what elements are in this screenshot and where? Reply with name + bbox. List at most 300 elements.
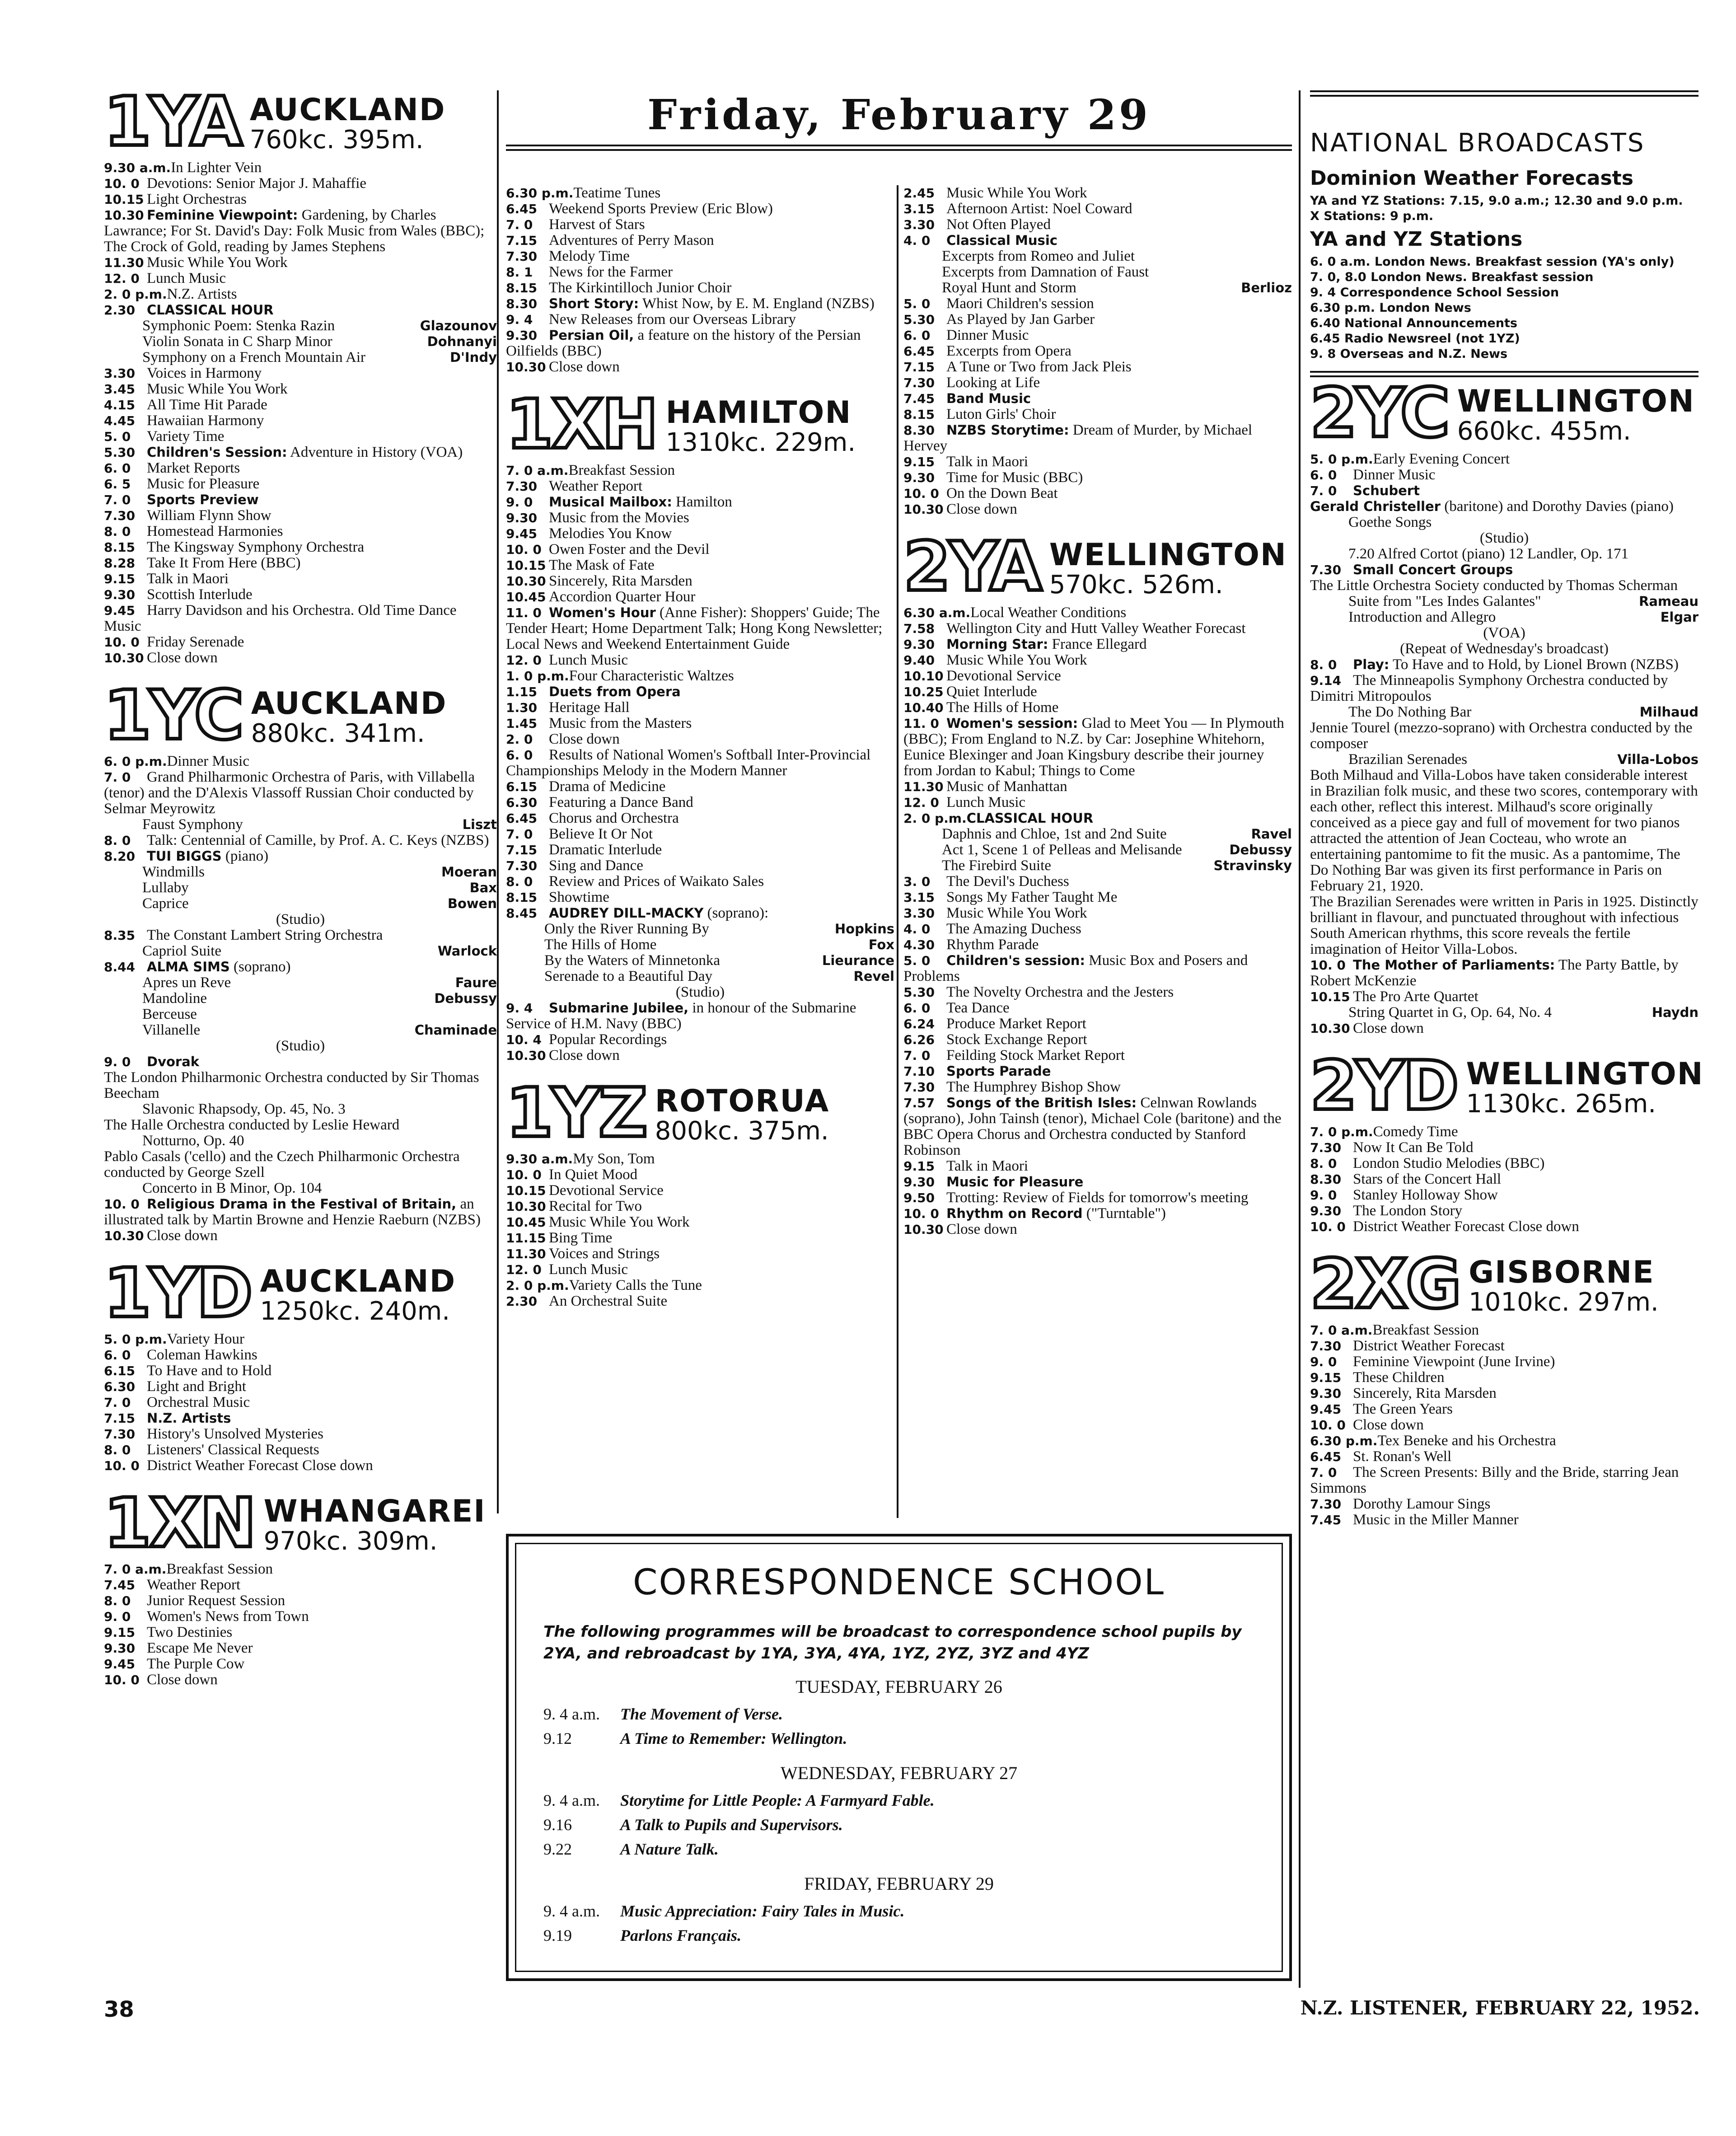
work-title: The Hills of Home xyxy=(544,937,657,953)
programme-time: 10.15 xyxy=(506,1183,546,1198)
programme-time: 10.30 xyxy=(104,651,144,665)
programme-item xyxy=(506,542,894,557)
column-1 xyxy=(104,83,497,1688)
programme-item xyxy=(903,1222,1292,1237)
programme-item xyxy=(506,1293,894,1309)
programme-item xyxy=(104,634,497,650)
programme-item xyxy=(104,1672,497,1688)
station-city: WHANGAREI xyxy=(263,1494,486,1529)
composer: Lieurance xyxy=(822,953,894,968)
work-title: Apres un Reve xyxy=(142,974,231,991)
programme-time: 5. 0 p.m. xyxy=(1310,452,1373,467)
programme-list xyxy=(104,160,497,666)
programme-title: (soprano): xyxy=(707,905,769,921)
programme-title: My Son, Tom xyxy=(573,1151,655,1167)
station-frequency: 1310kc. 229m. xyxy=(665,428,856,457)
programme-time: 8.28 xyxy=(104,556,136,571)
programme-item xyxy=(104,603,497,634)
programme-item xyxy=(903,905,1292,921)
programme-title: History's Unsolved Mysteries xyxy=(147,1426,323,1442)
programme-time: 7. 0 xyxy=(104,1395,131,1410)
programme-time: 8.30 xyxy=(506,296,538,311)
programme-title: The Party Battle, by Robert McKenzie xyxy=(1310,957,1679,989)
programme-item xyxy=(104,650,497,666)
programme-title: Drama of Medicine xyxy=(549,778,666,795)
programme-title: Light Orchestras xyxy=(147,191,247,207)
programme-heading: Schubert xyxy=(1353,483,1420,498)
programme-item xyxy=(506,747,894,779)
programme-item xyxy=(1310,530,1699,546)
programme-time: 8. 0 xyxy=(1310,1156,1337,1171)
programme-item xyxy=(104,302,497,318)
station-logo: 2XG xyxy=(1310,1245,1460,1324)
programme-time: 9.45 xyxy=(104,1657,136,1672)
news-line: 6.30 p.m. London News xyxy=(1310,301,1471,315)
programme-heading: TUI BIGGS xyxy=(147,848,222,864)
page-day-heading: Friday, February 29 xyxy=(647,90,1151,139)
programme-title: Music from the Movies xyxy=(549,510,689,526)
programme-item xyxy=(104,492,497,508)
programme-item xyxy=(506,810,894,826)
station-name-freq xyxy=(1049,539,1287,599)
work-title: By the Waters of Minnetonka xyxy=(544,952,720,969)
programme-title: Talk in Maori xyxy=(147,571,229,587)
programme-item xyxy=(1310,720,1699,752)
programme-title: The Purple Cow xyxy=(147,1656,245,1672)
programme-title: Light and Bright xyxy=(147,1378,246,1395)
station-block xyxy=(104,1254,497,1487)
programme-item xyxy=(903,842,1292,858)
programme-heading: N.Z. Artists xyxy=(147,1410,231,1426)
programme-title: Adventures of Perry Mason xyxy=(549,232,714,248)
programme-item xyxy=(104,1070,497,1101)
programme-title: Women's News from Town xyxy=(147,1608,309,1625)
programme-heading: Feminine Viewpoint: xyxy=(147,207,298,223)
station-header xyxy=(104,83,497,161)
news-line: 9. 8 Overseas and N.Z. News xyxy=(1310,347,1508,361)
programme-title: The Hills of Home xyxy=(946,699,1059,716)
programme-title: In Quiet Mood xyxy=(549,1166,638,1183)
programme-item xyxy=(903,652,1292,668)
programme-time: 7.30 xyxy=(104,1427,136,1442)
programme-title: St. Ronan's Well xyxy=(1353,1448,1452,1465)
programme-item xyxy=(104,1022,497,1038)
station-block xyxy=(903,185,1292,531)
programme-item xyxy=(903,1016,1292,1032)
composer: Stravinsky xyxy=(1213,858,1292,873)
programme-time: 9.15 xyxy=(903,1159,935,1174)
programme-item xyxy=(1310,1219,1699,1235)
station-frequency: 1130kc. 265m. xyxy=(1466,1089,1656,1119)
programme-item xyxy=(506,684,894,700)
programme-item xyxy=(903,201,1292,217)
work-title: Royal Hunt and Storm xyxy=(942,280,1076,296)
station-header xyxy=(506,1074,894,1152)
station-logo: 1YZ xyxy=(506,1074,646,1152)
programme-title: The Humphrey Bishop Show xyxy=(946,1079,1121,1095)
programme-item xyxy=(1310,673,1699,704)
programme-heading: Songs of the British Isles: xyxy=(946,1095,1137,1110)
correspondence-time: 9.22 xyxy=(543,1840,572,1858)
programme-item xyxy=(1310,1449,1699,1465)
programme-title: Gardening, by Charles Lawrance; For St. David's Day: Folk Music from Wales (BBC); The Crock of Gold, reading by James Stephens xyxy=(104,207,485,255)
programme-time: 7.30 xyxy=(1310,562,1342,577)
station-name-freq xyxy=(1457,385,1695,445)
correspondence-topic: Storytime for Little People: A Farmyard Fable. xyxy=(620,1791,935,1809)
programme-time: 8.30 xyxy=(1310,1172,1342,1187)
programme-item xyxy=(104,1038,497,1054)
programme-time: 9. 4 xyxy=(506,1001,533,1016)
programme-title: Close down xyxy=(946,1221,1017,1237)
programme-time: 3.30 xyxy=(903,217,935,232)
programme-title: Market Reports xyxy=(147,460,240,476)
programme-time: 7. 0 xyxy=(506,217,533,232)
programme-title: Close down xyxy=(549,1047,620,1063)
programme-item xyxy=(1310,515,1699,530)
programme-title: Friday Serenade xyxy=(147,634,244,650)
station-city: WELLINGTON xyxy=(1457,384,1695,419)
programme-item xyxy=(506,731,894,747)
composer: Berlioz xyxy=(1241,280,1292,295)
station-city: HAMILTON xyxy=(665,395,852,431)
programme-item xyxy=(104,943,497,959)
programme-item xyxy=(104,476,497,492)
programme-title: Close down xyxy=(147,650,218,666)
programme-title: Weather Report xyxy=(147,1577,241,1593)
programme-time: 6.30 p.m. xyxy=(1310,1433,1378,1448)
column-3 xyxy=(903,185,1292,1237)
programme-list xyxy=(104,754,497,1244)
station-name-freq xyxy=(666,397,856,456)
programme-title: The Screen Presents: Billy and the Bride, starring Jean Simmons xyxy=(1310,1464,1679,1496)
programme-heading: Musical Mailbox: xyxy=(549,494,672,510)
programme-time: 10.30 xyxy=(903,1222,944,1237)
programme-item xyxy=(903,795,1292,810)
programme-time: 7. 0 xyxy=(104,770,131,785)
programme-title: Believe It Or Not xyxy=(549,826,653,842)
programme-item xyxy=(1310,499,1699,515)
programme-item xyxy=(104,1561,497,1577)
programme-item xyxy=(1310,483,1699,499)
news-line: 9. 4 Correspondence School Session xyxy=(1310,286,1559,300)
programme-time: 10.25 xyxy=(903,684,944,699)
programme-item xyxy=(104,1196,497,1228)
programme-list xyxy=(506,185,894,375)
programme-title: Now It Can Be Told xyxy=(1353,1139,1474,1156)
programme-item xyxy=(506,573,894,589)
station-city: AUCKLAND xyxy=(260,1264,456,1299)
programme-item xyxy=(104,334,497,350)
programme-time: 10.30 xyxy=(506,574,546,589)
programme-time: 7.57 xyxy=(903,1096,935,1110)
programme-time: 6. 0 xyxy=(104,1348,131,1363)
station-logo: 2YA xyxy=(903,528,1040,606)
programme-title: Weekend Sports Preview (Eric Blow) xyxy=(549,201,773,217)
programme-note: (Repeat of Wednesday's broadcast) xyxy=(1400,641,1609,657)
composer: Fox xyxy=(868,937,894,952)
work-title: Notturno, Op. 40 xyxy=(142,1133,244,1149)
programme-time: 3.30 xyxy=(903,906,935,921)
programme-title: Talk in Maori xyxy=(946,1158,1028,1174)
programme-item xyxy=(104,912,497,927)
programme-item xyxy=(104,365,497,381)
programme-time: 8. 0 xyxy=(104,833,131,848)
programme-time: 7.15 xyxy=(903,360,935,375)
programme-item xyxy=(506,842,894,858)
station-logo: 2YD xyxy=(1310,1047,1457,1125)
programme-item xyxy=(903,700,1292,716)
programme-item xyxy=(104,1593,497,1609)
composer: Elgar xyxy=(1660,609,1699,625)
programme-item xyxy=(104,207,497,255)
programme-time: 8. 0 xyxy=(1310,657,1337,672)
programme-heading: Small Concert Groups xyxy=(1353,562,1513,577)
programme-time: 1. 0 p.m. xyxy=(506,669,569,684)
programme-item xyxy=(104,833,497,848)
station-city: ROTORUA xyxy=(655,1083,830,1119)
programme-time: 7.58 xyxy=(903,621,935,636)
programme-heading: Children's session: xyxy=(946,953,1085,968)
programme-item xyxy=(1310,1496,1699,1512)
correspondence-intro: The following programmes will be broadcast to correspondence school pupils by 2YA, and rebroadcast by 1YA, 3YA, 4YA, 1YZ, 2YZ, 3YZ and 4YZ xyxy=(543,1623,1242,1663)
programme-title: The Minneapolis Symphony Orchestra conducted by Dimitri Mitropoulos xyxy=(1310,672,1668,704)
programme-item xyxy=(104,1331,497,1347)
programme-item xyxy=(104,1007,497,1022)
programme-item xyxy=(506,905,894,921)
work-title: Lullaby xyxy=(142,880,189,896)
programme-time: 9. 0 xyxy=(104,1054,131,1069)
programme-title: Music of Manhattan xyxy=(946,778,1067,795)
programme-item xyxy=(903,605,1292,621)
column-divider xyxy=(1299,90,1301,1988)
programme-item xyxy=(506,589,894,605)
programme-time: 10.15 xyxy=(104,192,144,207)
programme-item xyxy=(903,454,1292,470)
programme-title: Featuring a Dance Band xyxy=(549,794,693,810)
correspondence-topic: A Nature Talk. xyxy=(620,1840,719,1858)
programme-time: 7. 0 a.m. xyxy=(104,1562,167,1577)
station-frequency: 1010kc. 297m. xyxy=(1469,1288,1659,1317)
programme-time: 10.30 xyxy=(104,208,144,223)
composer: Warlock xyxy=(437,943,497,959)
programme-item xyxy=(1310,1124,1699,1140)
programme-item xyxy=(506,874,894,890)
programme-item xyxy=(506,605,894,652)
programme-time: 8. 0 xyxy=(104,1443,131,1457)
programme-item xyxy=(104,1180,497,1196)
programme-title: To Have and to Hold, by Lionel Brown (NZBS) xyxy=(1393,656,1679,673)
programme-item xyxy=(903,937,1292,953)
station-frequency: 760kc. 395m. xyxy=(249,125,424,155)
programme-item xyxy=(104,176,497,192)
programme-item xyxy=(1310,1386,1699,1401)
programme-item xyxy=(506,1032,894,1048)
weather-line: X Stations: 9 p.m. xyxy=(1310,209,1434,223)
work-title: Caprice xyxy=(142,895,189,912)
programme-title: (soprano) xyxy=(234,959,291,975)
programme-time: 1.15 xyxy=(506,684,538,699)
programme-item xyxy=(104,991,497,1007)
programme-time: 9. 0 xyxy=(506,495,533,510)
programme-time: 10. 0 xyxy=(1310,1219,1346,1234)
programme-time: 9.30 xyxy=(104,1641,136,1656)
programme-heading: Children's Session: xyxy=(147,445,287,460)
programme-item xyxy=(506,716,894,731)
work-title: Violin Sonata in C Sharp Minor xyxy=(142,333,332,350)
programme-time: 7.45 xyxy=(903,391,935,406)
programme-heading: Rhythm on Record xyxy=(946,1206,1083,1221)
programme-item xyxy=(104,769,497,817)
programme-item xyxy=(104,1054,497,1070)
programme-item xyxy=(903,343,1292,359)
programme-item xyxy=(506,1167,894,1183)
programme-time: 7. 0 p.m. xyxy=(1310,1124,1373,1139)
programme-item xyxy=(104,1442,497,1458)
station-name-freq xyxy=(251,688,447,747)
programme-title: District Weather Forecast Close down xyxy=(1353,1218,1579,1235)
programme-list xyxy=(506,463,894,1063)
work-title: 7.20 Alfred Cortot (piano) 12 Landler, Op. 171 xyxy=(1348,546,1629,562)
work-title: Serenade to a Beautiful Day xyxy=(544,968,713,984)
programme-heading: Women's Hour xyxy=(549,605,656,620)
station-logo: 1YC xyxy=(104,676,242,755)
programme-heading: Short Story: xyxy=(549,296,639,311)
programme-item xyxy=(506,700,894,716)
programme-item xyxy=(104,508,497,524)
programme-item xyxy=(104,1458,497,1474)
programme-title: Music in the Miller Manner xyxy=(1353,1512,1519,1528)
programme-heading: Persian Oil, xyxy=(549,328,634,343)
programme-title: Pablo Casals ('cello) and the Czech Philharmonic Orchestra conducted by George Szell xyxy=(104,1148,460,1180)
news-line: 6.40 National Announcements xyxy=(1310,316,1517,330)
programme-item xyxy=(506,359,894,375)
programme-list xyxy=(104,1331,497,1474)
station-header xyxy=(104,1254,497,1333)
programme-time: 5.30 xyxy=(104,445,136,460)
composer: Liszt xyxy=(462,817,497,832)
programme-title: Early Evening Concert xyxy=(1373,451,1510,467)
work-title: Act 1, Scene 1 of Pelleas and Melisande xyxy=(942,842,1182,858)
programme-time: 9.30 xyxy=(104,587,136,602)
programme-time: 10. 0 xyxy=(104,1197,140,1212)
programme-heading: Dvorak xyxy=(147,1054,200,1069)
work-title: Only the River Running By xyxy=(544,921,709,937)
programme-title: Close down xyxy=(1353,1020,1424,1036)
programme-time: 5. 0 xyxy=(104,429,131,444)
composer: Revel xyxy=(853,969,894,984)
programme-title: The Constant Lambert String Orchestra xyxy=(147,927,383,943)
programme-item xyxy=(104,397,497,413)
programme-item xyxy=(903,1206,1292,1222)
composer: Bax xyxy=(469,880,497,895)
programme-time: 7.30 xyxy=(1310,1140,1342,1155)
programme-list xyxy=(1310,1124,1699,1235)
programme-time: 11. 0 xyxy=(903,716,939,731)
programme-time: 7.15 xyxy=(506,233,538,248)
programme-title: an illustrated talk by Martin Browne and Henzie Raeburn (NZBS) xyxy=(104,1196,481,1228)
programme-time: 2. 0 xyxy=(506,732,533,747)
programme-title: Breakfast Session xyxy=(166,1561,273,1577)
news-line: 7. 0, 8.0 London News. Breakfast session xyxy=(1310,270,1594,284)
station-block xyxy=(506,185,894,389)
programme-time: 6. 0 xyxy=(903,328,931,343)
programme-title: Sincerely, Rita Marsden xyxy=(1353,1385,1497,1401)
programme-title: Devotions: Senior Major J. Mahaffie xyxy=(147,175,367,192)
programme-heading: Submarine Jubilee, xyxy=(549,1000,689,1016)
correspondence-line xyxy=(543,1899,1254,1923)
programme-title: Variety Hour xyxy=(167,1331,244,1347)
programme-title: The London Philharmonic Orchestra conducted by Sir Thomas Beecham xyxy=(104,1069,479,1101)
programme-time: 10.30 xyxy=(104,1228,144,1243)
programme-title: On the Down Beat xyxy=(946,485,1058,501)
programme-item xyxy=(1310,1021,1699,1036)
programme-heading: Sports Parade xyxy=(946,1063,1051,1079)
programme-heading: Duets from Opera xyxy=(549,684,681,699)
programme-item xyxy=(104,1149,497,1180)
work-title: Goethe Songs xyxy=(1348,514,1432,530)
programme-title: The Devil's Duchess xyxy=(946,873,1069,890)
programme-item xyxy=(903,470,1292,486)
programme-item xyxy=(104,318,497,334)
programme-item xyxy=(104,1656,497,1672)
programme-time: 2.45 xyxy=(903,186,935,201)
programme-item xyxy=(104,1625,497,1640)
composer: Debussy xyxy=(1229,842,1292,857)
programme-item xyxy=(903,810,1292,826)
programme-title: Whist Now, by E. M. England (NZBS) xyxy=(642,295,875,312)
composer: Milhaud xyxy=(1639,704,1699,720)
correspondence-day: WEDNESDAY, FEBRUARY 27 xyxy=(780,1763,1018,1783)
composer: Hopkins xyxy=(834,921,894,937)
station-frequency: 660kc. 455m. xyxy=(1457,417,1631,446)
station-frequency: 880kc. 341m. xyxy=(251,719,425,748)
programme-item xyxy=(1310,625,1699,641)
programme-title: Grand Philharmonic Orchestra of Paris, with Villabella (tenor) and the D'Alexis Vlassoff Russian Choir conducted by Selmar Meyrowitz xyxy=(104,769,475,817)
programme-time: 6. 0 xyxy=(104,461,131,476)
programme-title: Showtime xyxy=(549,889,609,905)
work-title: Introduction and Allegro xyxy=(1348,609,1496,625)
correspondence-time: 9. 4 a.m. xyxy=(543,1791,600,1809)
programme-item xyxy=(1310,1187,1699,1203)
programme-time: 10.40 xyxy=(903,700,944,715)
programme-time: 7.30 xyxy=(506,858,538,873)
programme-item xyxy=(903,858,1292,874)
national-broadcasts xyxy=(1310,90,1699,377)
programme-item xyxy=(1310,1338,1699,1354)
programme-item xyxy=(506,1246,894,1262)
programme-time: 10.10 xyxy=(903,669,944,684)
programme-title: (Anne Fisher): Shoppers' Guide; The Tender Heart; Home Department Talk; Hong Kong Newsletter; Local News and Weekend Entertainment Guide xyxy=(506,604,883,652)
programme-item xyxy=(1310,1370,1699,1386)
programme-time: 10.45 xyxy=(506,1215,546,1230)
programme-title: ("Turntable") xyxy=(1086,1205,1166,1222)
correspondence-day: TUESDAY, FEBRUARY 26 xyxy=(795,1677,1002,1697)
station-header xyxy=(903,528,1292,606)
programme-title: Dinner Music xyxy=(946,327,1029,343)
programme-time: 9.50 xyxy=(903,1190,935,1205)
programme-time: 7.45 xyxy=(104,1578,136,1593)
programme-title: Two Destinies xyxy=(147,1624,233,1640)
programme-time: 10. 0 xyxy=(903,1206,939,1221)
programme-item xyxy=(104,927,497,943)
programme-title: Glad to Meet You — In Plymouth (BBC); From England to N.Z. by Car: Josephine Whitehorn, Eunice Blexinger and Joan Kingsbury describe their journey from Jordan to Kabul; Things to Come xyxy=(903,715,1284,779)
programme-heading: Band Music xyxy=(946,391,1031,406)
programme-item xyxy=(1310,641,1699,657)
programme-time: 8. 1 xyxy=(506,265,533,280)
programme-time: 8.44 xyxy=(104,960,136,974)
programme-item xyxy=(903,312,1292,328)
programme-time: 6. 0 xyxy=(903,1001,931,1016)
